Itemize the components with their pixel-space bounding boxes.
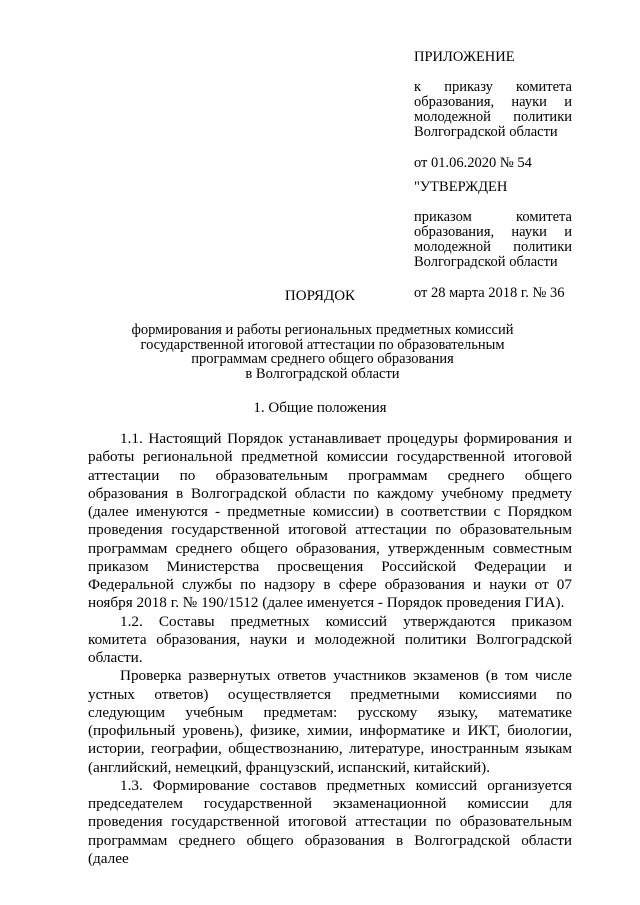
subtitle-line: формирования и работы региональных предметных комиссий	[131, 322, 514, 338]
document-title: ПОРЯДОК	[284, 288, 356, 304]
approved-title: "УТВЕРЖДЕН	[414, 179, 508, 195]
approved-line: приказом комитета	[414, 209, 572, 225]
approved-date: от 28 марта 2018 г. № 36	[414, 285, 565, 301]
appendix-line: Волгоградской области	[414, 124, 558, 140]
paragraph-1-2: 1.2. Составы предметных комиссий утверждаются приказом комитета образования, науки и молодежной политики Волгоградской области.	[88, 612, 572, 666]
section-body	[88, 430, 572, 868]
appendix-line: образования, науки и	[414, 94, 572, 110]
approved-block	[414, 180, 572, 301]
subtitle-line: программам среднего общего образования	[191, 351, 454, 367]
approved-text	[414, 210, 572, 270]
approved-line: Волгоградской области	[414, 254, 558, 270]
appendix-block	[414, 50, 572, 171]
appendix-date: от 01.06.2020 № 54	[414, 155, 532, 171]
subtitle-line: государственной итоговой аттестации по образовательным	[140, 336, 505, 353]
subtitle-line: в Волгоградской области	[245, 365, 400, 382]
paragraph-subjects: Проверка развернутых ответов участников экзаменов (в том числе устных ответов) осуществляется предметными комиссиями по следующим учебным предметам: русскому языку, математике (профильный уровень), физике, химии, информатике и ИКТ, биологии, истории, географии, обществознанию, литературе, иностранным языкам (английский, немецкий, французский, испанский, китайский).	[88, 667, 572, 776]
approved-line: молодежной политики	[414, 239, 572, 255]
approved-line: образования, науки и	[414, 224, 572, 240]
appendix-line: молодежной политики	[414, 109, 572, 125]
appendix-line: к приказу комитета	[414, 79, 572, 95]
paragraph-1-1: 1.1. Настоящий Порядок устанавливает процедуры формирования и работы региональной предметной комиссии государственной итоговой аттестации по образовательным программам среднего общего образования в Волгоградской области по каждому учебному предмету (далее именуются - предметные комиссии) в соответствии с Порядком проведения государственной итоговой аттестации по образовательным программам среднего общего образования, утвержденным совместным приказом Министерства просвещения Российской Федерации и Федеральной службы по надзору в сфере образования и науки от 07 ноября 2018 г. № 190/1512 (далее именуется - Порядок проведения ГИА).	[88, 430, 572, 612]
appendix-title: ПРИЛОЖЕНИЕ	[414, 49, 515, 65]
appendix-text	[414, 80, 572, 140]
document-subtitle	[100, 323, 545, 381]
paragraph-1-3: 1.3. Формирование составов предметных комиссий организуется председателем государственной экзаменационной комиссии для проведения государственной итоговой аттестации по образовательным программам среднего общего образования в Волгоградской области (далее	[88, 776, 572, 867]
section-heading: 1. Общие положения	[253, 400, 387, 416]
